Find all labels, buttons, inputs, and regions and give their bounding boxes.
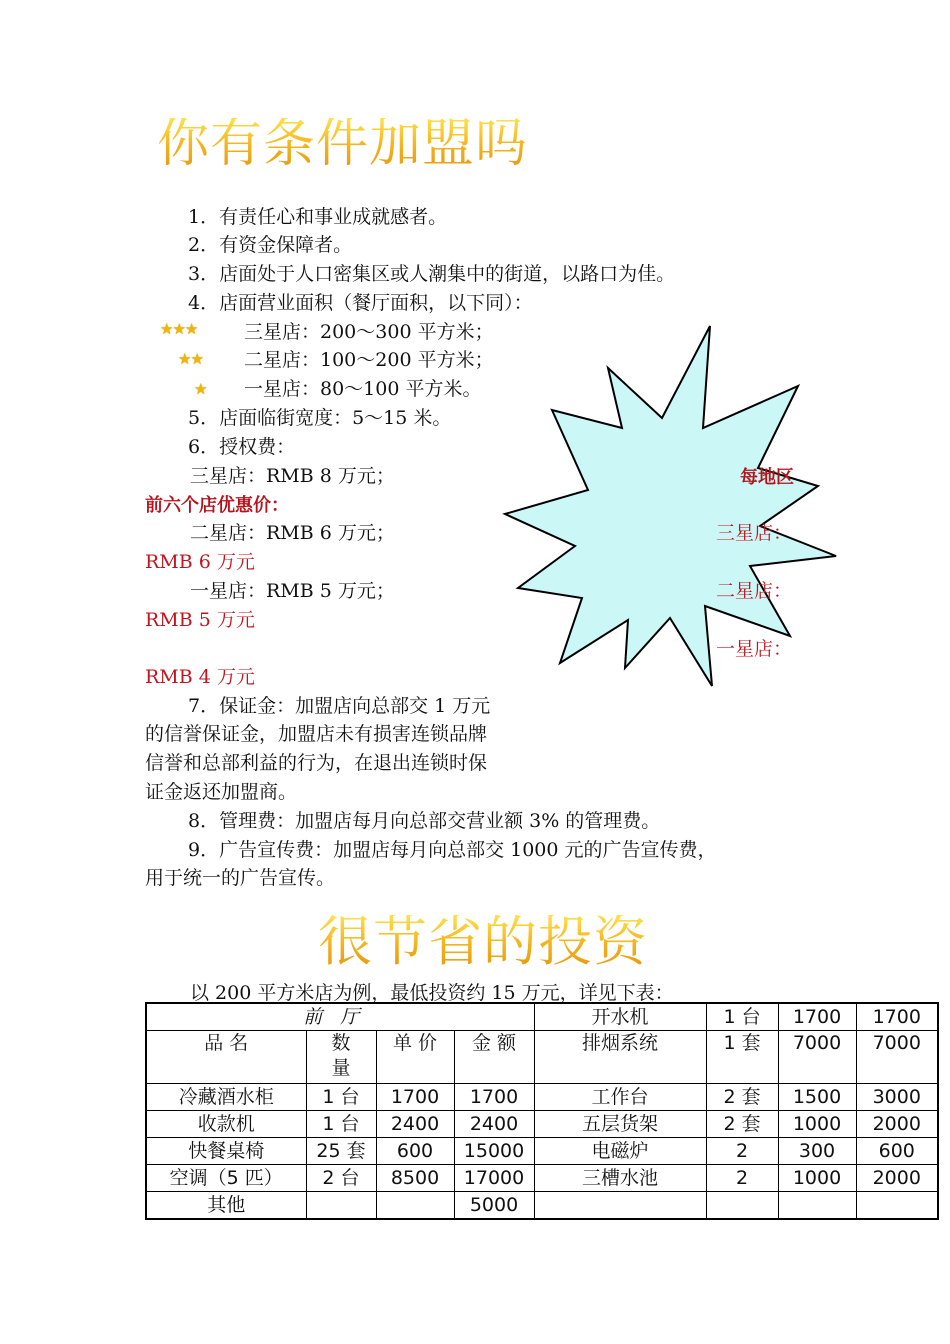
area-two-star: 二星店：100～200 平方米； — [244, 349, 494, 371]
table-cell: 1700 — [376, 1084, 454, 1111]
col-header-qty: 数量 — [306, 1031, 376, 1084]
investment-table — [145, 1002, 939, 1220]
table-cell: 600 — [376, 1138, 454, 1165]
table-cell: 工作台 — [534, 1084, 706, 1111]
table-cell — [856, 1192, 938, 1220]
fee-three-star: 三星店：RMB 8 万元； — [190, 465, 395, 487]
table-cell: 1 台 — [706, 1003, 778, 1031]
condition-8: 8．管理费：加盟店每月向总部交营业额 3% 的管理费。 — [188, 810, 661, 832]
condition-5: 5．店面临街宽度：5～15 米。 — [188, 407, 452, 429]
table-row — [146, 1003, 938, 1031]
table-cell: 电磁炉 — [534, 1138, 706, 1165]
table-cell: 7000 — [856, 1031, 938, 1084]
col-header-name: 品 名 — [146, 1031, 306, 1084]
table-cell — [706, 1192, 778, 1220]
burst-three-star: 三星店： — [716, 522, 793, 544]
table-row — [146, 1111, 938, 1138]
table-cell: 收款机 — [146, 1111, 306, 1138]
table-cell: 600 — [856, 1138, 938, 1165]
table-cell: 三槽水池 — [534, 1165, 706, 1192]
table-cell: 17000 — [454, 1165, 534, 1192]
table-cell: 1 套 — [706, 1031, 778, 1084]
table-cell: 冷藏酒水柜 — [146, 1084, 306, 1111]
starburst-shape — [500, 318, 840, 688]
table-row — [146, 1031, 938, 1084]
table-cell: 开水机 — [534, 1003, 706, 1031]
table-cell: 2400 — [376, 1111, 454, 1138]
condition-7-line3: 信誉和总部利益的行为，在退出连锁时保 — [145, 752, 488, 774]
condition-7-line2: 的信誉保证金，加盟店未有损害连锁品牌 — [145, 723, 488, 745]
table-cell: 300 — [778, 1138, 856, 1165]
condition-9-line1: 9．广告宣传费：加盟店每月向总部交 1000 元的广告宣传费， — [188, 839, 717, 861]
promo-price-5: RMB 5 万元 — [145, 609, 255, 631]
table-cell: 1700 — [856, 1003, 938, 1031]
table-cell: 5000 — [454, 1192, 534, 1220]
table-row — [146, 1138, 938, 1165]
two-star-icon: ★★ — [178, 350, 203, 368]
col-header-price: 单 价 — [376, 1031, 454, 1084]
table-cell: 1700 — [778, 1003, 856, 1031]
table-cell: 2 套 — [706, 1111, 778, 1138]
table-cell: 其他 — [146, 1192, 306, 1220]
table-cell: 3000 — [856, 1084, 938, 1111]
col-header-amount: 金 额 — [454, 1031, 534, 1084]
table-row — [146, 1192, 938, 1220]
table-cell: 空调（5 匹） — [146, 1165, 306, 1192]
fee-one-star: 一星店：RMB 5 万元； — [190, 580, 395, 602]
condition-9-line2: 用于统一的广告宣传。 — [145, 867, 336, 889]
table-cell: 1 台 — [306, 1111, 376, 1138]
table-cell: 1 台 — [306, 1084, 376, 1111]
condition-6: 6．授权费： — [188, 436, 296, 458]
section-title-investment: 很节省的投资 — [318, 910, 648, 973]
table-cell: 15000 — [454, 1138, 534, 1165]
section-title-franchise: 你有条件加盟吗 — [157, 114, 529, 174]
table-cell: 1000 — [778, 1165, 856, 1192]
table-cell — [376, 1192, 454, 1220]
table-cell: 25 套 — [306, 1138, 376, 1165]
table-cell: 1700 — [454, 1084, 534, 1111]
table-cell — [306, 1192, 376, 1220]
table-cell: 7000 — [778, 1031, 856, 1084]
investment-intro: 以 200 平方米店为例，最低投资约 15 万元，详见下表： — [190, 982, 674, 1004]
condition-2: 2．有资金保障者。 — [188, 234, 353, 256]
table-cell: 五层货架 — [534, 1111, 706, 1138]
area-one-star: 一星店：80～100 平方米。 — [244, 378, 482, 400]
condition-1: 1．有责任心和事业成就感者。 — [188, 206, 448, 228]
burst-two-star: 二星店： — [716, 580, 793, 602]
table-cell: 排烟系统 — [534, 1031, 706, 1084]
area-three-star: 三星店：200～300 平方米； — [244, 321, 494, 343]
three-star-icon: ★★★ — [160, 320, 198, 338]
table-cell: 2400 — [454, 1111, 534, 1138]
table-cell: 2000 — [856, 1165, 938, 1192]
table-cell: 8500 — [376, 1165, 454, 1192]
one-star-icon: ★ — [194, 380, 207, 398]
condition-4: 4．店面营业面积（餐厅面积，以下同）： — [188, 292, 533, 314]
condition-7-line4: 证金返还加盟商。 — [145, 781, 298, 803]
table-cell: 2000 — [856, 1111, 938, 1138]
table-cell: 1000 — [778, 1111, 856, 1138]
promo-price-6: RMB 6 万元 — [145, 551, 255, 573]
burst-region-label: 每地区 — [740, 467, 794, 488]
table-row — [146, 1084, 938, 1111]
condition-3: 3．店面处于人口密集区或人潮集中的街道，以路口为佳。 — [188, 263, 676, 285]
condition-7-line1: 7．保证金：加盟店向总部交 1 万元 — [188, 695, 491, 717]
burst-one-star: 一星店： — [716, 638, 793, 660]
table-cell — [778, 1192, 856, 1220]
table-row — [146, 1165, 938, 1192]
promo-label: 前六个店优惠价： — [145, 495, 289, 516]
table-cell: 2 套 — [706, 1084, 778, 1111]
table-hall-header: 前厅 — [146, 1003, 534, 1031]
fee-two-star: 二星店：RMB 6 万元； — [190, 522, 395, 544]
table-cell: 2 台 — [306, 1165, 376, 1192]
table-cell — [534, 1192, 706, 1220]
table-cell: 2 — [706, 1165, 778, 1192]
table-cell: 1500 — [778, 1084, 856, 1111]
table-cell: 快餐桌椅 — [146, 1138, 306, 1165]
table-cell: 2 — [706, 1138, 778, 1165]
promo-price-4: RMB 4 万元 — [145, 666, 255, 688]
